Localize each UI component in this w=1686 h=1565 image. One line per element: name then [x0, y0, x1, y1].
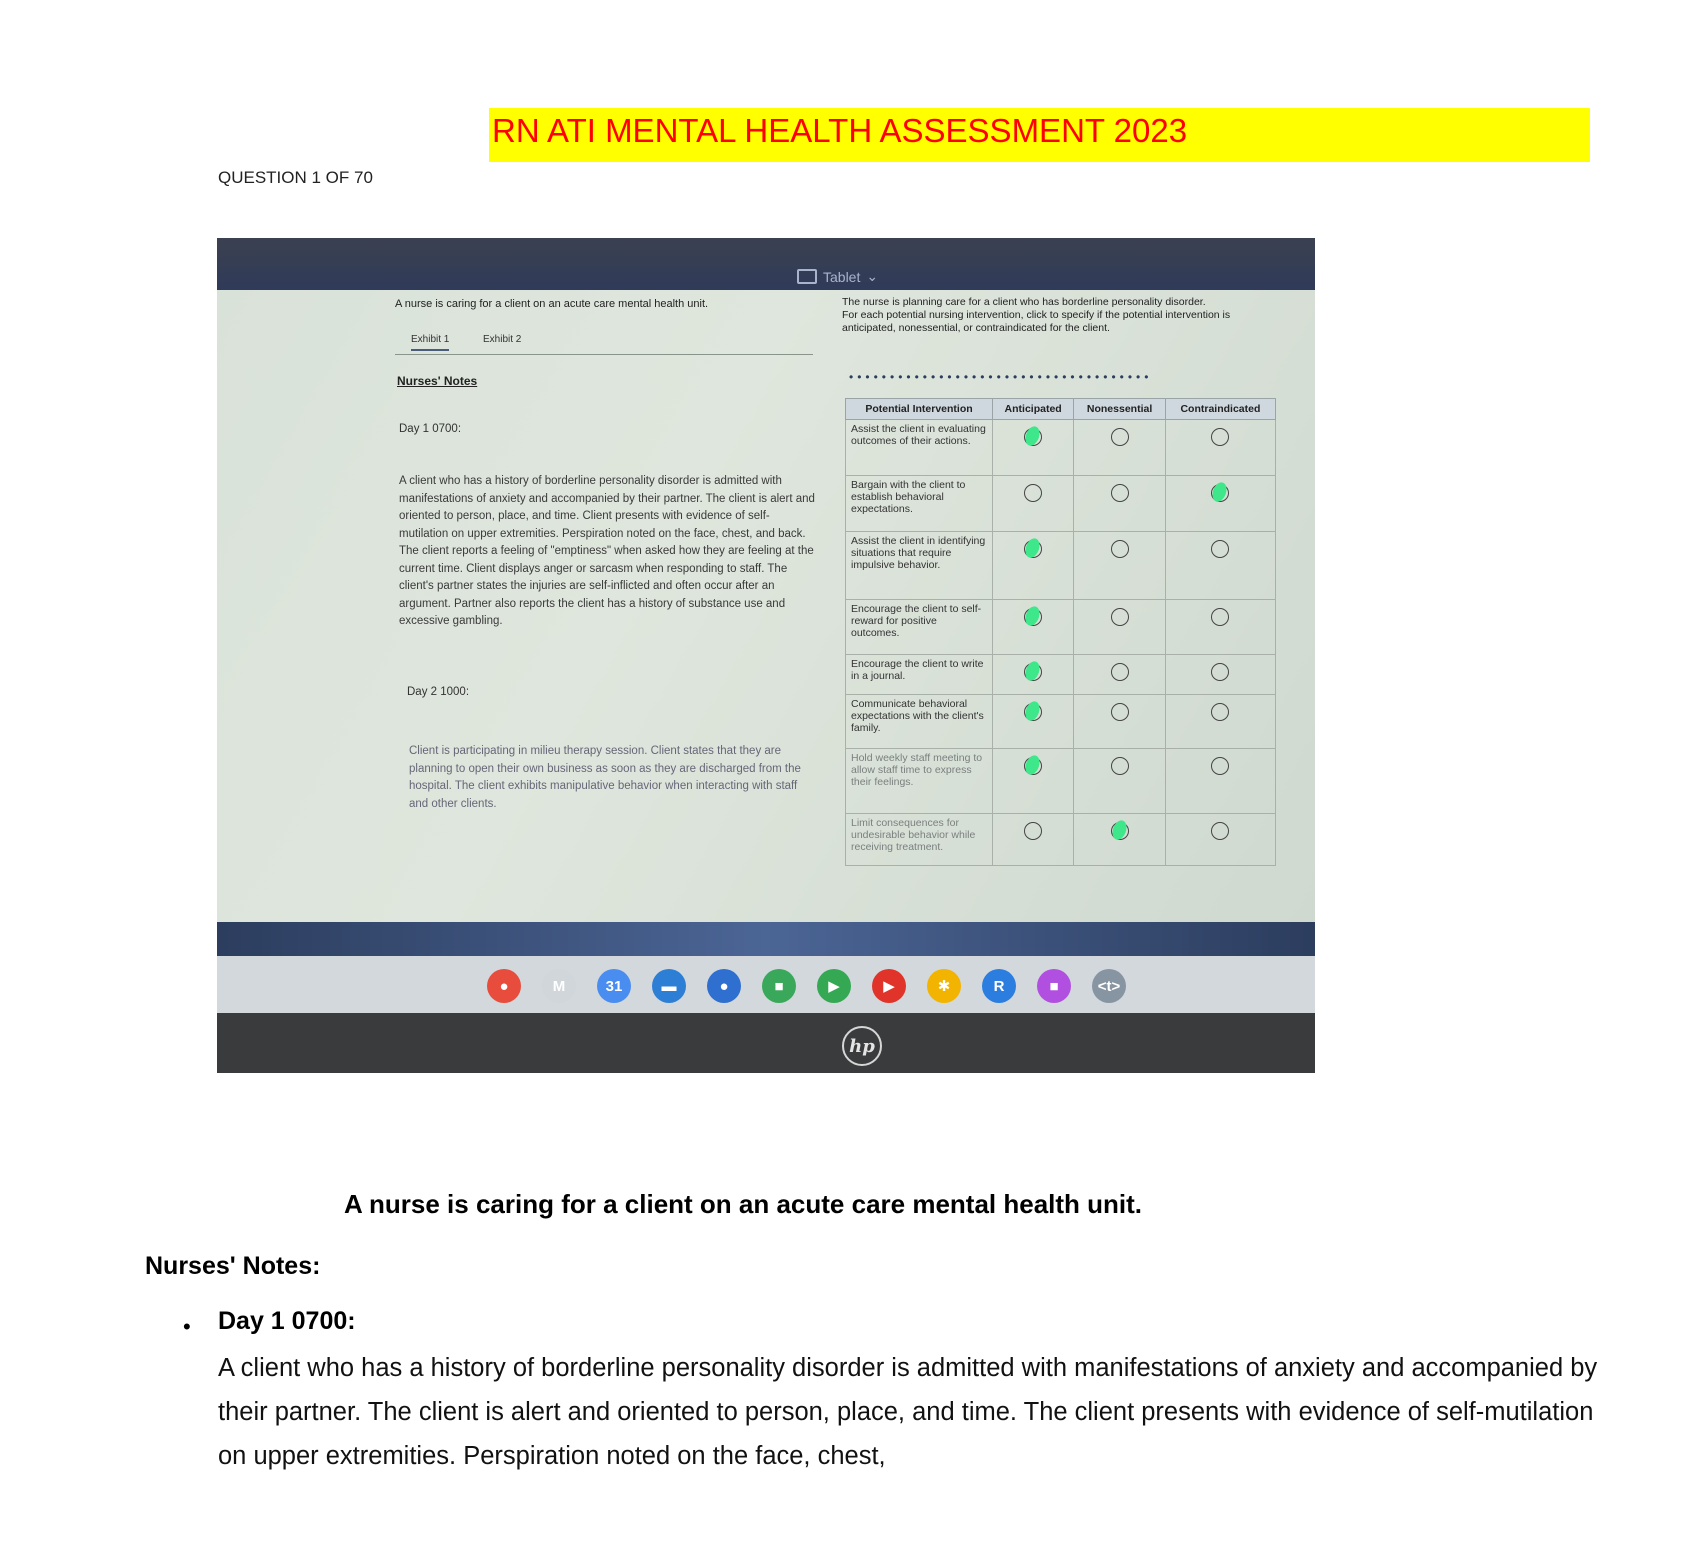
intervention-row [846, 655, 1276, 695]
option-cell [1165, 814, 1275, 866]
radio-selected[interactable] [1024, 608, 1042, 626]
radio-option[interactable] [1024, 822, 1042, 840]
option-cell [1165, 749, 1275, 814]
intervention-text: Bargain with the client to establish behavioral expectations. [846, 476, 993, 532]
option-cell [993, 476, 1074, 532]
radio-option[interactable] [1211, 428, 1229, 446]
prompt-line-1: The nurse is planning care for a client who has borderline personality disorder. [842, 296, 1206, 308]
radio-option[interactable] [1111, 540, 1129, 558]
question-prompt [842, 296, 1262, 335]
radio-option[interactable] [1211, 663, 1229, 681]
screen-photo [217, 238, 1315, 1073]
option-cell [1165, 600, 1275, 655]
radio-option[interactable] [1111, 757, 1129, 775]
option-cell [1074, 532, 1166, 600]
option-cell [1165, 476, 1275, 532]
tablet-mode-chip[interactable] [797, 268, 878, 285]
radio-selected[interactable] [1211, 484, 1229, 502]
youtube-icon[interactable]: ▶ [872, 969, 906, 1003]
app-dock [217, 956, 1315, 1016]
radio-option[interactable] [1211, 608, 1229, 626]
radio-option[interactable] [1111, 484, 1129, 502]
chevron-down-icon: ⌄ [866, 268, 879, 284]
radio-option[interactable] [1111, 703, 1129, 721]
content-subheading: Nurses' Notes: [145, 1252, 321, 1280]
option-cell [1165, 655, 1275, 695]
radio-option[interactable] [1211, 703, 1229, 721]
option-cell [1074, 695, 1166, 749]
intervention-row [846, 420, 1276, 476]
radio-selected[interactable] [1024, 703, 1042, 721]
intervention-row [846, 532, 1276, 600]
column-header: Nonessential [1074, 399, 1166, 420]
option-cell [993, 695, 1074, 749]
files-icon[interactable]: ▬ [652, 969, 686, 1003]
remote-icon[interactable]: R [982, 969, 1016, 1003]
screen-notes-heading: Nurses' Notes [397, 374, 478, 388]
gmail-icon[interactable]: M [542, 969, 576, 1003]
screen-day2-label: Day 2 1000: [407, 686, 470, 698]
meet-icon[interactable]: ■ [762, 969, 796, 1003]
question-counter: QUESTION 1 OF 70 [218, 168, 373, 187]
option-cell [993, 749, 1074, 814]
play-store-icon[interactable]: ▶ [817, 969, 851, 1003]
intervention-row [846, 814, 1276, 866]
tab-exhibit-1[interactable]: Exhibit 1 [411, 334, 449, 351]
option-cell [1165, 420, 1275, 476]
option-cell [993, 532, 1074, 600]
radio-selected[interactable] [1024, 663, 1042, 681]
prompt-line-2: For each potential nursing intervention, click to specify if the potential intervention is anticipated, nonessential, or contraindicated for the client. [842, 309, 1231, 334]
column-header: Contraindicated [1165, 399, 1275, 420]
radio-option[interactable] [1211, 757, 1229, 775]
column-header: Potential Intervention [846, 399, 993, 420]
column-header: Anticipated [993, 399, 1074, 420]
radio-option[interactable] [1111, 428, 1129, 446]
intervention-text: Encourage the client to self-reward for positive outcomes. [846, 600, 993, 655]
chrome-icon[interactable]: ● [487, 969, 521, 1003]
browser-topbar [217, 238, 1315, 293]
option-cell [1074, 600, 1166, 655]
tablet-label: Tablet [823, 268, 861, 285]
hp-logo: hp [842, 1026, 882, 1066]
progress-dots: ••••••••••••••••••••••••••••••••••••• [849, 370, 1153, 384]
option-cell [1074, 476, 1166, 532]
screen-day1-label: Day 1 0700: [399, 423, 462, 435]
radio-option[interactable] [1211, 540, 1229, 558]
bullet-marker: • [183, 1314, 191, 1339]
content-day-label: Day 1 0700: [218, 1307, 356, 1335]
radio-selected[interactable] [1024, 757, 1042, 775]
option-cell [993, 600, 1074, 655]
intervention-row [846, 600, 1276, 655]
app-icon[interactable]: ■ [1037, 969, 1071, 1003]
option-cell [993, 420, 1074, 476]
option-cell [1165, 695, 1275, 749]
intervention-text: Communicate behavioral expectations with the client's family. [846, 695, 993, 749]
option-cell [993, 814, 1074, 866]
document-title: RN ATI MENTAL HEALTH ASSESSMENT 2023 [492, 112, 1188, 149]
exhibit-tabs [395, 330, 813, 355]
intervention-matrix [845, 398, 1276, 866]
intervention-text: Assist the client in evaluating outcomes of their actions. [846, 420, 993, 476]
radio-option[interactable] [1024, 484, 1042, 502]
laptop-bezel [217, 1013, 1315, 1073]
screen-day1-text: A client who has a history of borderline personality disorder is admitted with manifestations of anxiety and accompanied by their partner. The client is alert and oriented to person, place, and time. Client presents with evidence of self-mutilation on upper extremities. Perspiration noted on the face, chest, and back. The client reports a feeling of "emptiness" when asked how they are feeling at the current time. Client displays anger or sarcasm when responding to staff. The client's partner states the injuries are self-inflicted and often occur after an argument. Partner also reports the client has a history of substance use and excessive gambling. [399, 475, 815, 627]
option-cell [1074, 814, 1166, 866]
screen-day2-text: Client is participating in milieu therapy session. Client states that they are planning to open their own business as soon as they are discharged from the hospital. The client exhibits manipulative behavior when interacting with staff and other clients. [409, 745, 801, 810]
matrix-header-row [846, 399, 1276, 420]
intervention-row [846, 695, 1276, 749]
intervention-text: Encourage the client to write in a journal. [846, 655, 993, 695]
intervention-text: Hold weekly staff meeting to allow staff time to express their feelings. [846, 749, 993, 814]
radio-selected[interactable] [1024, 428, 1042, 446]
screen-lead: A nurse is caring for a client on an acute care mental health unit. [395, 298, 709, 310]
radio-selected[interactable] [1024, 540, 1042, 558]
option-cell [1074, 655, 1166, 695]
tablet-icon [797, 269, 817, 284]
chat-icon[interactable]: ● [707, 969, 741, 1003]
intervention-text: Assist the client in identifying situations that require impulsive behavior. [846, 532, 993, 600]
intervention-text: Limit consequences for undesirable behavior while receiving treatment. [846, 814, 993, 866]
option-cell [1165, 532, 1275, 600]
option-cell [1074, 420, 1166, 476]
intervention-row [846, 749, 1276, 814]
intervention-row [846, 476, 1276, 532]
photos-icon[interactable]: ✱ [927, 969, 961, 1003]
radio-option[interactable] [1211, 822, 1229, 840]
tab-exhibit-2[interactable]: Exhibit 2 [483, 334, 522, 345]
calendar-icon[interactable]: 31 [597, 969, 631, 1003]
content-paragraph: A client who has a history of borderline personality disorder is admitted with manifestations of anxiety and accompanied by their partner. The client is alert and oriented to person, place, and time. The client presents with evidence of self-mutilation on upper extremities. Perspiration noted on the face, chest, [218, 1354, 1598, 1470]
wallpaper-strip [217, 922, 1315, 956]
radio-option[interactable] [1111, 608, 1129, 626]
radio-option[interactable] [1111, 663, 1129, 681]
option-cell [1074, 749, 1166, 814]
option-cell [993, 655, 1074, 695]
exam-screen [217, 290, 1315, 922]
code-icon[interactable]: <t> [1092, 969, 1126, 1003]
radio-selected[interactable] [1111, 822, 1129, 840]
content-heading: A nurse is caring for a client on an acute care mental health unit. [344, 1189, 1143, 1219]
